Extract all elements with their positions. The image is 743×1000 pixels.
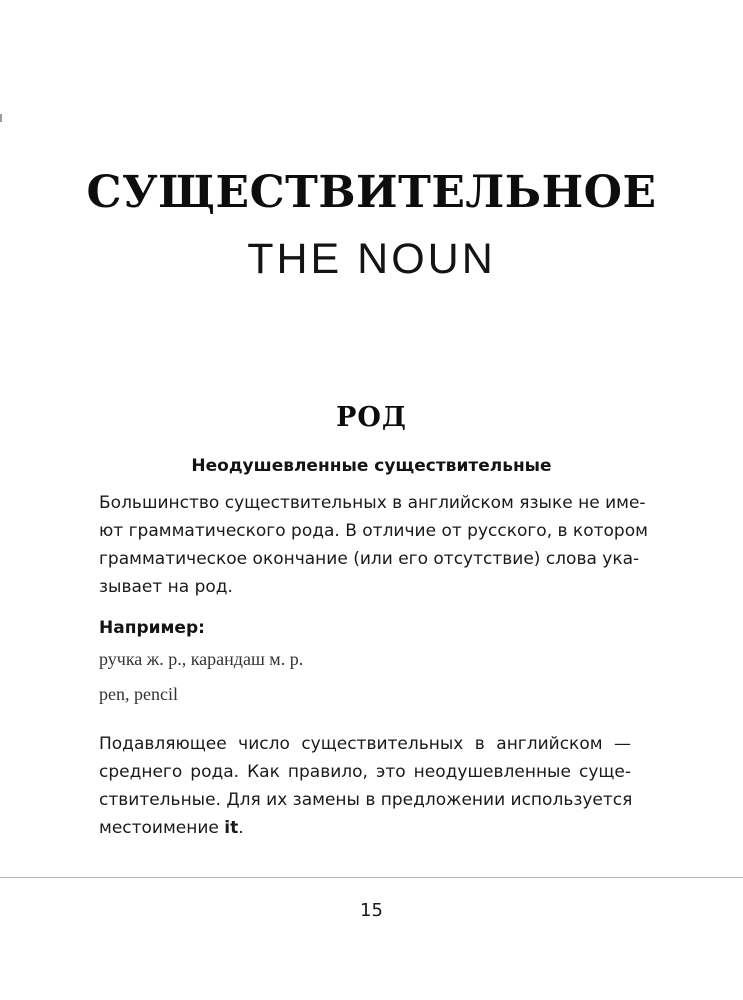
paragraph-line: Большинство существительных в английском языке не име- [99,493,646,513]
page-number: 15 [360,900,383,921]
page-edge-mark [0,114,2,122]
subsection-heading: Неодушевленные существительные [191,456,552,476]
paragraph-line: ствительные. Для их замены в предложении используется [99,790,633,810]
paragraph-neuter-gender [99,730,631,842]
paragraph-line-last [99,814,631,842]
sentence-end: . [238,818,244,838]
example-russian: ручка ж. р., карандаш м. р. [99,649,304,669]
chapter-subtitle: THE NOUN [247,235,496,283]
paragraph-line: Подавляющее число существительных в английском — [99,734,631,754]
pronoun-intro-text: местоимение [99,818,225,838]
example-label: Например: [99,618,205,638]
paragraph-gender-intro [99,489,648,601]
footer-divider [0,877,743,878]
paragraph-line: зывает на род. [99,577,233,597]
example-english: pen, pencil [99,684,178,704]
pronoun-it: it [224,818,239,838]
paragraph-line: грамматическое окончание (или его отсутствие) слова ука- [99,549,640,569]
chapter-title: СУЩЕСТВИТЕЛЬНОЕ [86,167,657,218]
paragraph-line: ют грамматического рода. В отличие от русского, в котором [99,521,648,541]
section-heading: РОД [336,402,407,433]
paragraph-line: среднего рода. Как правило, это неодушевленные суще- [99,762,631,782]
